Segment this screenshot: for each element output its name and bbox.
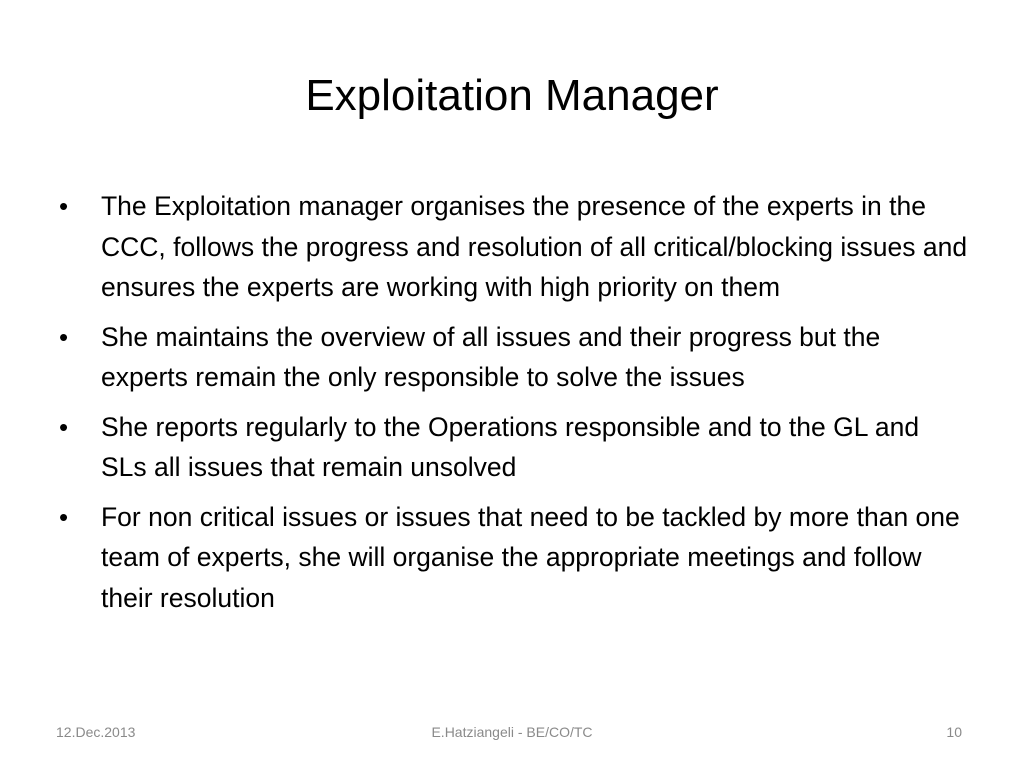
bullet-item: [56, 317, 968, 398]
bullet-text: She reports regularly to the Operations responsible and to the GL and SLs all issues that remain unsolved: [101, 411, 920, 482]
bullet-text: She maintains the overview of all issues and their progress but the experts remain the only responsible to solve the issues: [101, 321, 881, 392]
bullet-icon: •: [59, 191, 69, 221]
page-number: 10: [946, 724, 962, 740]
bullet-item: [56, 497, 968, 619]
bullet-text: The Exploitation manager organises the presence of the experts in the CCC, follows the progress and resolution of all critical/blocking issues and ensures the experts are working with high priority on them: [101, 191, 968, 302]
bullet-text: For non critical issues or issues that need to be tackled by more than one team of experts, she will organise the appropriate meetings and follow their resolution: [101, 501, 960, 613]
footer-date: 12.Dec.2013: [56, 724, 136, 740]
bullet-list: [56, 186, 968, 627]
bullet-icon: •: [59, 501, 69, 532]
bullet-item: [56, 186, 968, 308]
bullet-item: [56, 407, 968, 488]
footer-author: E.Hatziangeli - BE/CO/TC: [431, 724, 593, 740]
bullet-icon: •: [59, 411, 69, 442]
slide-title: Exploitation Manager: [305, 71, 719, 120]
bullet-icon: •: [59, 321, 69, 352]
